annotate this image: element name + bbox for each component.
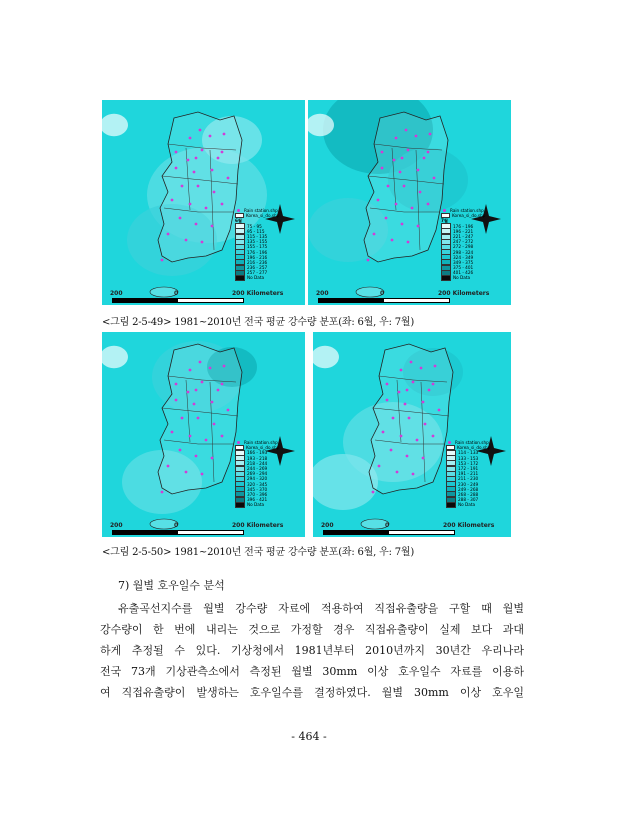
legend-class-label: 345 - 370: [247, 486, 268, 492]
rain-station-dot: [167, 233, 170, 236]
legend-boundary-label: Korea_si_do.shp: [452, 213, 486, 219]
legend-color-swatch: [235, 275, 245, 281]
legend-class-label: No Data: [247, 502, 265, 508]
scale-bar-graphic: [112, 298, 244, 303]
rain-station-dot: [185, 471, 188, 474]
figure-caption-2: <그림 2-5-50> 1981~2010년 전국 평균 강수량 분포(좌: 6월, 우: 7월): [102, 547, 415, 558]
rain-station-dot: [396, 471, 399, 474]
map-legend: [235, 208, 303, 281]
body-paragraph: [100, 598, 524, 703]
paragraph-line: 강수량이 한 번에 내리는 것으로 가정할 경우 직접유출량이 실제 보다 과대: [100, 623, 524, 636]
rain-station-dot: [399, 171, 402, 174]
paragraph-line: 전국 73개 기상관측소에서 측정된 월별 30mm 이상 호우일수 자료를 이용하: [100, 665, 524, 678]
legend-month-label: 6월: [235, 218, 242, 224]
rain-station-dot: [187, 391, 190, 394]
map-legend: [441, 208, 509, 281]
rain-station-dot: [181, 185, 184, 188]
rain-station-dot: [406, 455, 409, 458]
legend-class-label: No Data: [453, 275, 471, 281]
legend-class-row: [235, 275, 303, 280]
rain-station-dot: [408, 417, 411, 420]
rain-station-dot: [221, 435, 224, 438]
rain-station-dot: [422, 401, 425, 404]
legend-class-label: 236 - 257: [247, 265, 268, 271]
legend-class-label: 396 - 421: [247, 497, 268, 503]
page-number: - 464 -: [291, 730, 327, 743]
legend-class-label: 257 - 277: [247, 270, 268, 276]
rain-station-dot: [175, 399, 178, 402]
legend-class-label: 196 - 216: [247, 254, 268, 260]
paragraph-line: 하게 추정될 수 있다. 기상청에서 1981년부터 2010년까지 30년간 우리나라: [100, 644, 524, 657]
scale-label-left: 200: [321, 522, 334, 529]
legend-class-label: 176 - 196: [247, 249, 268, 255]
rain-station-dot: [195, 389, 198, 392]
legend-class-row: [235, 502, 303, 507]
rain-station-dot: [213, 191, 216, 194]
legend-class-label: 268 - 288: [458, 491, 479, 497]
rain-station-dot: [209, 367, 212, 370]
rain-station-dot: [438, 409, 441, 412]
legend-boundary-label: Korea_si_do.shp: [246, 213, 280, 219]
rain-station-dot: [372, 491, 375, 494]
rain-station-dot: [377, 199, 380, 202]
legend-class-label: 370 - 396: [247, 491, 268, 497]
rain-station-dot: [217, 389, 220, 392]
scale-bar: [321, 522, 511, 536]
station-marker-icon: [237, 441, 240, 444]
rain-station-dot: [401, 223, 404, 226]
figure-caption-1: <그림 2-5-49> 1981~2010년 전국 평균 강수량 분포(좌: 6월, 우: 7월): [102, 317, 415, 328]
legend-class-label: 172 - 191: [458, 465, 479, 471]
rain-station-dot: [424, 423, 427, 426]
legend-class-label: 191 - 211: [458, 471, 479, 477]
rain-station-dot: [193, 171, 196, 174]
legend-station-label: Rain station.shp: [244, 440, 278, 445]
rain-station-dot: [221, 383, 224, 386]
rain-station-dot: [201, 381, 204, 384]
scale-label-left: 200: [110, 290, 123, 297]
legend-class-label: 221 - 247: [453, 233, 474, 239]
rain-station-dot: [404, 403, 407, 406]
rain-station-dot: [405, 129, 408, 132]
rain-station-dot: [205, 207, 208, 210]
rain-station-dot: [211, 169, 214, 172]
rain-station-dot: [161, 259, 164, 262]
rain-station-dot: [199, 129, 202, 132]
rain-station-dot: [387, 185, 390, 188]
rain-station-dot: [400, 435, 403, 438]
legend-class-label: 176 - 196: [453, 223, 474, 229]
legend-class-label: No Data: [247, 275, 265, 281]
legend-class-label: 249 - 268: [458, 486, 479, 492]
legend-boundary-label: Korea_si_do.shp: [457, 445, 491, 451]
rain-station-dot: [181, 417, 184, 420]
rain-station-dot: [179, 449, 182, 452]
paragraph-line: 유출곡선지수를 월별 강수량 자료에 적용하여 직접유출량을 구할 때 월별: [118, 602, 524, 615]
legend-station-label: Rain station.shp: [450, 208, 484, 213]
rain-station-dot: [209, 135, 212, 138]
legend-class-label: 153 - 172: [458, 460, 479, 466]
rain-station-dot: [227, 409, 230, 412]
legend-class-label: 288 - 307: [458, 497, 479, 503]
scale-label-mid: 0: [380, 290, 385, 297]
scale-bar: [110, 522, 300, 536]
legend-station-label: Rain station.shp: [455, 440, 489, 445]
rain-station-dot: [381, 151, 384, 154]
rain-station-dot: [175, 383, 178, 386]
rain-station-dot: [395, 203, 398, 206]
rain-station-dot: [175, 151, 178, 154]
rain-station-dot: [412, 381, 415, 384]
rain-station-dot: [171, 431, 174, 434]
legend-month-label: 7월: [441, 218, 448, 224]
legend-class-label: 218 - 244: [247, 460, 268, 466]
legend-class-label: 375 - 401: [453, 265, 474, 271]
rain-station-dot: [211, 457, 214, 460]
scale-label-mid: 0: [385, 522, 390, 529]
rain-station-dot: [398, 391, 401, 394]
map-july-1: [308, 100, 511, 305]
legend-class-label: 320 - 345: [247, 481, 268, 487]
legend-class-label: 216 - 236: [247, 259, 268, 265]
rain-station-dot: [395, 137, 398, 140]
rain-station-dot: [171, 199, 174, 202]
rain-station-dot: [161, 491, 164, 494]
rain-station-dot: [201, 149, 204, 152]
rain-station-dot: [195, 455, 198, 458]
rain-station-dot: [429, 133, 432, 136]
map-legend: [235, 440, 303, 507]
rain-station-dot: [201, 241, 204, 244]
rain-station-dot: [189, 203, 192, 206]
rain-station-dot: [381, 167, 384, 170]
map-june-2: [102, 332, 305, 537]
rain-station-dot: [412, 473, 415, 476]
scale-label-right: 200 Kilometers: [438, 290, 490, 297]
legend-class-label: 114 - 133: [458, 450, 479, 456]
legend-class-label: 95 - 115: [247, 228, 265, 234]
scale-label-mid: 0: [174, 290, 179, 297]
rain-station-dot: [197, 417, 200, 420]
rain-station-dot: [390, 449, 393, 452]
rain-station-dot: [189, 369, 192, 372]
scale-bar-graphic: [318, 298, 450, 303]
paragraph-line: 여 직접유출량이 발생하는 호우일수를 결정하였다. 월별 30mm 이상 호우일: [100, 686, 524, 699]
rain-station-dot: [422, 457, 425, 460]
scale-label-right: 200 Kilometers: [232, 290, 284, 297]
legend-class-label: 272 - 298: [453, 244, 474, 250]
rain-station-dot: [213, 423, 216, 426]
map-july-2: [313, 332, 511, 537]
station-marker-icon: [443, 209, 446, 212]
rain-station-dot: [417, 225, 420, 228]
legend-class-label: No Data: [458, 502, 476, 508]
rain-station-dot: [391, 239, 394, 242]
legend-class-label: 349 - 375: [453, 259, 474, 265]
rain-station-dot: [223, 365, 226, 368]
rain-station-dot: [179, 217, 182, 220]
legend-boundary-label: Korea_si_do.shp: [246, 445, 280, 451]
rain-station-dot: [227, 177, 230, 180]
scale-bar: [110, 290, 300, 304]
rain-station-dot: [167, 465, 170, 468]
scale-bar: [316, 290, 506, 304]
rain-station-dot: [410, 361, 413, 364]
rain-station-dot: [403, 185, 406, 188]
legend-class-label: 244 - 269: [247, 465, 268, 471]
rain-station-dot: [400, 369, 403, 372]
legend-class-label: 133 - 153: [458, 455, 479, 461]
legend-class-label: 135 - 155: [247, 239, 268, 245]
rain-station-dot: [221, 151, 224, 154]
rain-station-dot: [392, 417, 395, 420]
legend-class-label: 75 - 95: [247, 223, 262, 229]
rain-station-dot: [195, 157, 198, 160]
scale-label-right: 200 Kilometers: [232, 522, 284, 529]
rain-station-dot: [419, 191, 422, 194]
legend-class-label: 211 - 230: [458, 476, 479, 482]
station-marker-icon: [237, 209, 240, 212]
legend-color-swatch: [235, 502, 245, 508]
rain-station-dot: [411, 207, 414, 210]
rain-station-dot: [386, 383, 389, 386]
legend-class-label: 166 - 193: [247, 450, 268, 456]
scale-bar-graphic: [112, 530, 244, 535]
rain-station-dot: [185, 239, 188, 242]
legend-class-label: 155 - 175: [247, 244, 268, 250]
rain-station-dot: [201, 473, 204, 476]
rain-station-dot: [434, 365, 437, 368]
rain-station-dot: [417, 169, 420, 172]
rain-station-dot: [199, 361, 202, 364]
rain-station-dot: [217, 157, 220, 160]
rain-station-dot: [223, 133, 226, 136]
rain-station-dot: [423, 157, 426, 160]
section-title: 7) 월별 호우일수 분석: [118, 579, 225, 592]
rain-station-dot: [427, 151, 430, 154]
rain-station-dot: [401, 157, 404, 160]
rain-station-dot: [427, 203, 430, 206]
rain-station-dot: [420, 367, 423, 370]
legend-class-label: 269 - 294: [247, 471, 268, 477]
rain-station-dot: [195, 223, 198, 226]
rain-station-dot: [205, 439, 208, 442]
rain-station-dot: [373, 233, 376, 236]
rain-station-dot: [211, 225, 214, 228]
rain-station-dot: [416, 439, 419, 442]
station-marker-icon: [448, 441, 451, 444]
rain-station-dot: [407, 241, 410, 244]
legend-station-label: Rain station.shp: [244, 208, 278, 213]
scale-label-left: 200: [110, 522, 123, 529]
legend-class-label: 115 - 135: [247, 233, 268, 239]
rain-station-dot: [385, 217, 388, 220]
legend-class-label: 230 - 249: [458, 481, 479, 487]
legend-class-label: 196 - 221: [453, 228, 474, 234]
rain-station-dot: [175, 167, 178, 170]
rain-station-dot: [382, 431, 385, 434]
legend-class-label: 193 - 218: [247, 455, 268, 461]
scale-label-mid: 0: [174, 522, 179, 529]
map-legend: [446, 440, 511, 507]
rain-station-dot: [407, 149, 410, 152]
legend-color-swatch: [441, 275, 451, 281]
legend-class-label: 401 - 426: [453, 270, 474, 276]
map-june-1: [102, 100, 305, 305]
rain-station-dot: [433, 177, 436, 180]
rain-station-dot: [393, 159, 396, 162]
scale-label-right: 200 Kilometers: [443, 522, 495, 529]
rain-station-dot: [415, 135, 418, 138]
legend-class-row: [446, 502, 511, 507]
legend-class-row: [441, 275, 509, 280]
legend-class-label: 294 - 320: [247, 476, 268, 482]
legend-class-label: 247 - 272: [453, 239, 474, 245]
rain-station-dot: [406, 389, 409, 392]
rain-station-dot: [378, 465, 381, 468]
rain-station-dot: [193, 403, 196, 406]
legend-color-swatch: [446, 502, 456, 508]
rain-station-dot: [189, 435, 192, 438]
rain-station-dot: [197, 185, 200, 188]
legend-class-label: 324 - 349: [453, 254, 474, 260]
rain-station-dot: [367, 259, 370, 262]
rain-station-dot: [432, 383, 435, 386]
scale-bar-graphic: [323, 530, 455, 535]
rain-station-dot: [189, 137, 192, 140]
legend-class-label: 298 - 324: [453, 249, 474, 255]
rain-station-dot: [386, 399, 389, 402]
scale-label-left: 200: [316, 290, 329, 297]
rain-station-dot: [428, 389, 431, 392]
rain-station-dot: [187, 159, 190, 162]
rain-station-dot: [432, 435, 435, 438]
rain-station-dot: [211, 401, 214, 404]
rain-station-dot: [221, 203, 224, 206]
